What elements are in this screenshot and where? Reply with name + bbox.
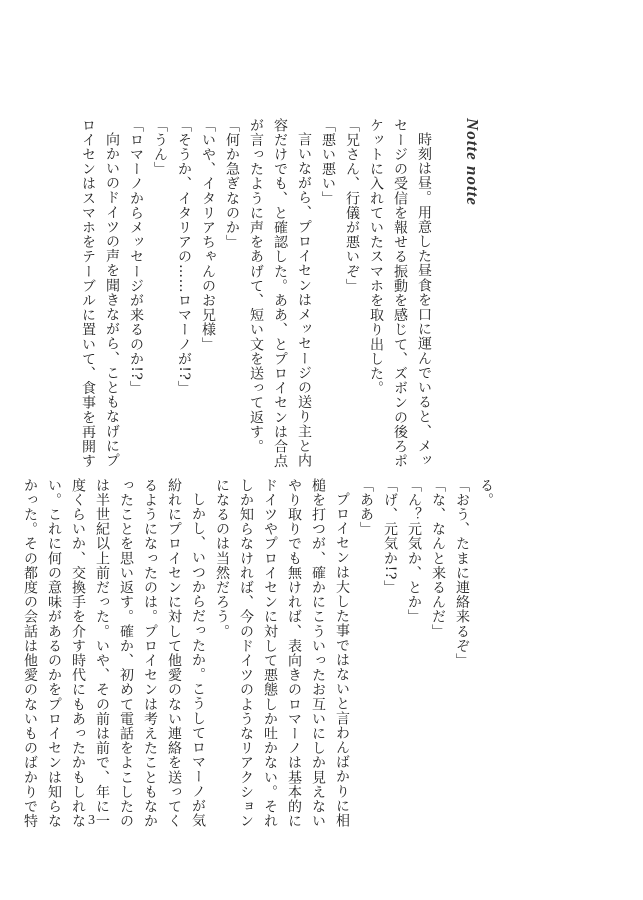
text-line: 「な、なんと来るんだ」 (430, 478, 446, 639)
text-line: 「おう、たまに連絡来るぞ」 (454, 478, 470, 668)
text-line: 紛れにプロイセンに対して他愛のない連絡を送ってく (166, 478, 182, 829)
text-line: るようになったのは。プロイセンは考えたこともなか (142, 478, 158, 829)
text-line: 「兄さん、行儀が悪いぞ」 (344, 118, 360, 294)
text-line: 容だけでも、と確認した。ああ、とプロイセンは合点 (272, 118, 288, 469)
text-line: 「何か急ぎなのか」 (224, 118, 240, 250)
text-line: やり取りでも無ければ、表向きのロマーノは基本的に (286, 478, 302, 829)
text-line: になるのは当然だろう。 (214, 478, 230, 639)
text-line: 「ああ」 (358, 478, 374, 537)
text-line: 「うん」 (152, 118, 168, 177)
text-line: 時刻は昼。用意した昼食を口に運んでいると、メッ (416, 132, 432, 468)
text-line: かった。その都度の会話は他愛のないものばかりで特 (22, 478, 38, 829)
page-title: Notte notte (463, 118, 482, 206)
text-column-upper (80, 118, 436, 469)
text-line: セージの受信を報せる振動を感じて、ズボンの後ろポ (392, 118, 408, 469)
text-line: しかし、いつからだったか。こうしてロマーノが気 (190, 492, 206, 828)
text-line: 槌を打つが、確かにこういったお互いにしか見えない (310, 478, 326, 829)
text-line: 「げ、元気か!?」 (382, 478, 398, 595)
page-number: 3 (88, 813, 95, 828)
text-line: 「ん？元気か、とか」 (406, 478, 422, 624)
text-line: 言いながら、プロイセンはメッセージの送り主と内 (296, 132, 312, 468)
text-line: 「ロマーノからメッセージが来るのか!?」 (128, 118, 144, 396)
text-line: が言ったように声をあげて、短い文を送って返す。 (248, 118, 264, 454)
text-line: る。 (478, 478, 494, 508)
text-line: 向かいのドイツの声を聞きながら、こともなげにプ (104, 132, 120, 468)
text-line: は半世紀以上前だった。いや、その前は前で、年に一 (94, 478, 110, 829)
text-column-lower (22, 478, 498, 829)
text-line: 「いや、イタリアちゃんのお兄様」 (200, 118, 216, 352)
text-line: ロイセンはスマホをテーブルに置いて、食事を再開す (80, 118, 96, 469)
text-line: ドイツやプロイセンに対して悪態しか吐かない。それ (262, 478, 278, 829)
text-line: 度くらいか、交換手を介す時代にもあったかもしれな (70, 478, 86, 829)
text-line: ったことを思い返す。確か、初めて電話をよこしたの (118, 478, 134, 829)
text-line: い。これに何の意味があるのかをプロイセンは知らな (46, 478, 62, 829)
text-line: 「悪い悪い」 (320, 118, 336, 206)
text-line: しか知らなければ、今のドイツのようなリアクション (238, 478, 254, 829)
text-line: 「そうか、イタリアの……ロマーノが!?」 (176, 118, 192, 396)
text-line: プロイセンは大した事ではないと言わんばかりに相 (334, 492, 350, 828)
text-line: ケットに入れていたスマホを取り出した。 (368, 118, 384, 396)
